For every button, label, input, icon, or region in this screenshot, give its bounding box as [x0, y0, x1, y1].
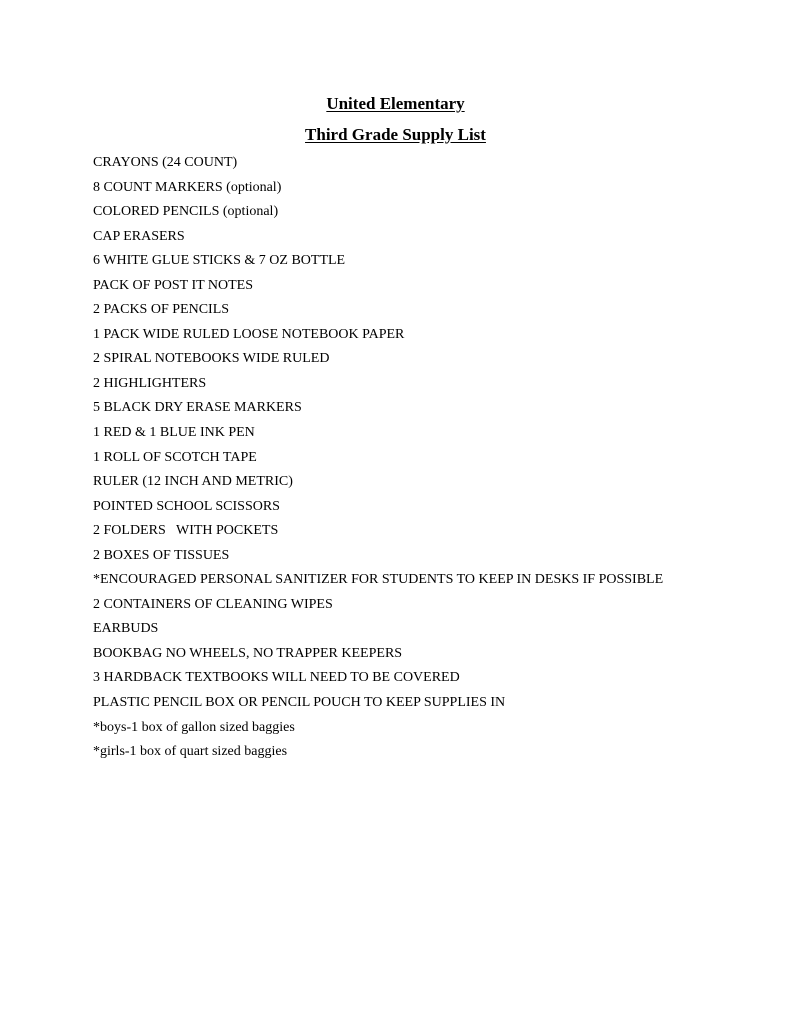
school-name-title: United Elementary: [326, 94, 465, 113]
supply-item: *boys-1 box of gallon sized baggies: [93, 719, 295, 735]
supply-item: 2 CONTAINERS OF CLEANING WIPES: [93, 596, 333, 612]
supply-item: BOOKBAG NO WHEELS, NO TRAPPER KEEPERS: [93, 645, 403, 661]
supply-item: 1 RED & 1 BLUE INK PEN: [93, 425, 255, 441]
supply-item: *girls-1 box of quart sized baggies: [93, 744, 288, 760]
supply-item: COLORED PENCILS (optional): [93, 204, 279, 220]
supply-item: 2 SPIRAL NOTEBOOKS WIDE RULED: [93, 351, 330, 367]
supply-item: 6 WHITE GLUE STICKS & 7 OZ BOTTLE: [93, 253, 346, 269]
supply-item: 5 BLACK DRY ERASE MARKERS: [93, 400, 302, 416]
supply-item: 2 BOXES OF TISSUES: [93, 547, 230, 563]
supply-item: CRAYONS (24 COUNT): [93, 155, 238, 170]
supply-list-title: Third Grade Supply List: [305, 125, 486, 144]
supply-list: [93, 154, 663, 768]
supply-item: 1 PACK WIDE RULED LOOSE NOTEBOOK PAPER: [93, 326, 405, 342]
supply-item: POINTED SCHOOL SCISSORS: [93, 498, 280, 514]
supply-item: EARBUDS: [93, 621, 159, 637]
supply-item: *ENCOURAGED PERSONAL SANITIZER FOR STUDENTS TO KEEP IN DESKS IF POSSIBLE: [93, 572, 664, 588]
supply-item: RULER (12 INCH AND METRIC): [93, 474, 293, 490]
supply-item: PACK OF POST IT NOTES: [93, 277, 254, 293]
supply-item: CAP ERASERS: [93, 228, 185, 244]
supply-item: 2 HIGHLIGHTERS: [93, 375, 207, 391]
supply-item: 1 ROLL OF SCOTCH TAPE: [93, 449, 257, 465]
supply-item: 8 COUNT MARKERS (optional): [93, 179, 282, 195]
supply-item: 2 FOLDERS WITH POCKETS: [93, 523, 279, 539]
supply-item: PLASTIC PENCIL BOX OR PENCIL POUCH TO KEEP SUPPLIES IN: [93, 695, 506, 711]
supply-item: 2 PACKS OF PENCILS: [93, 302, 230, 318]
supply-item: 3 HARDBACK TEXTBOOKS WILL NEED TO BE COVERED: [93, 670, 460, 686]
